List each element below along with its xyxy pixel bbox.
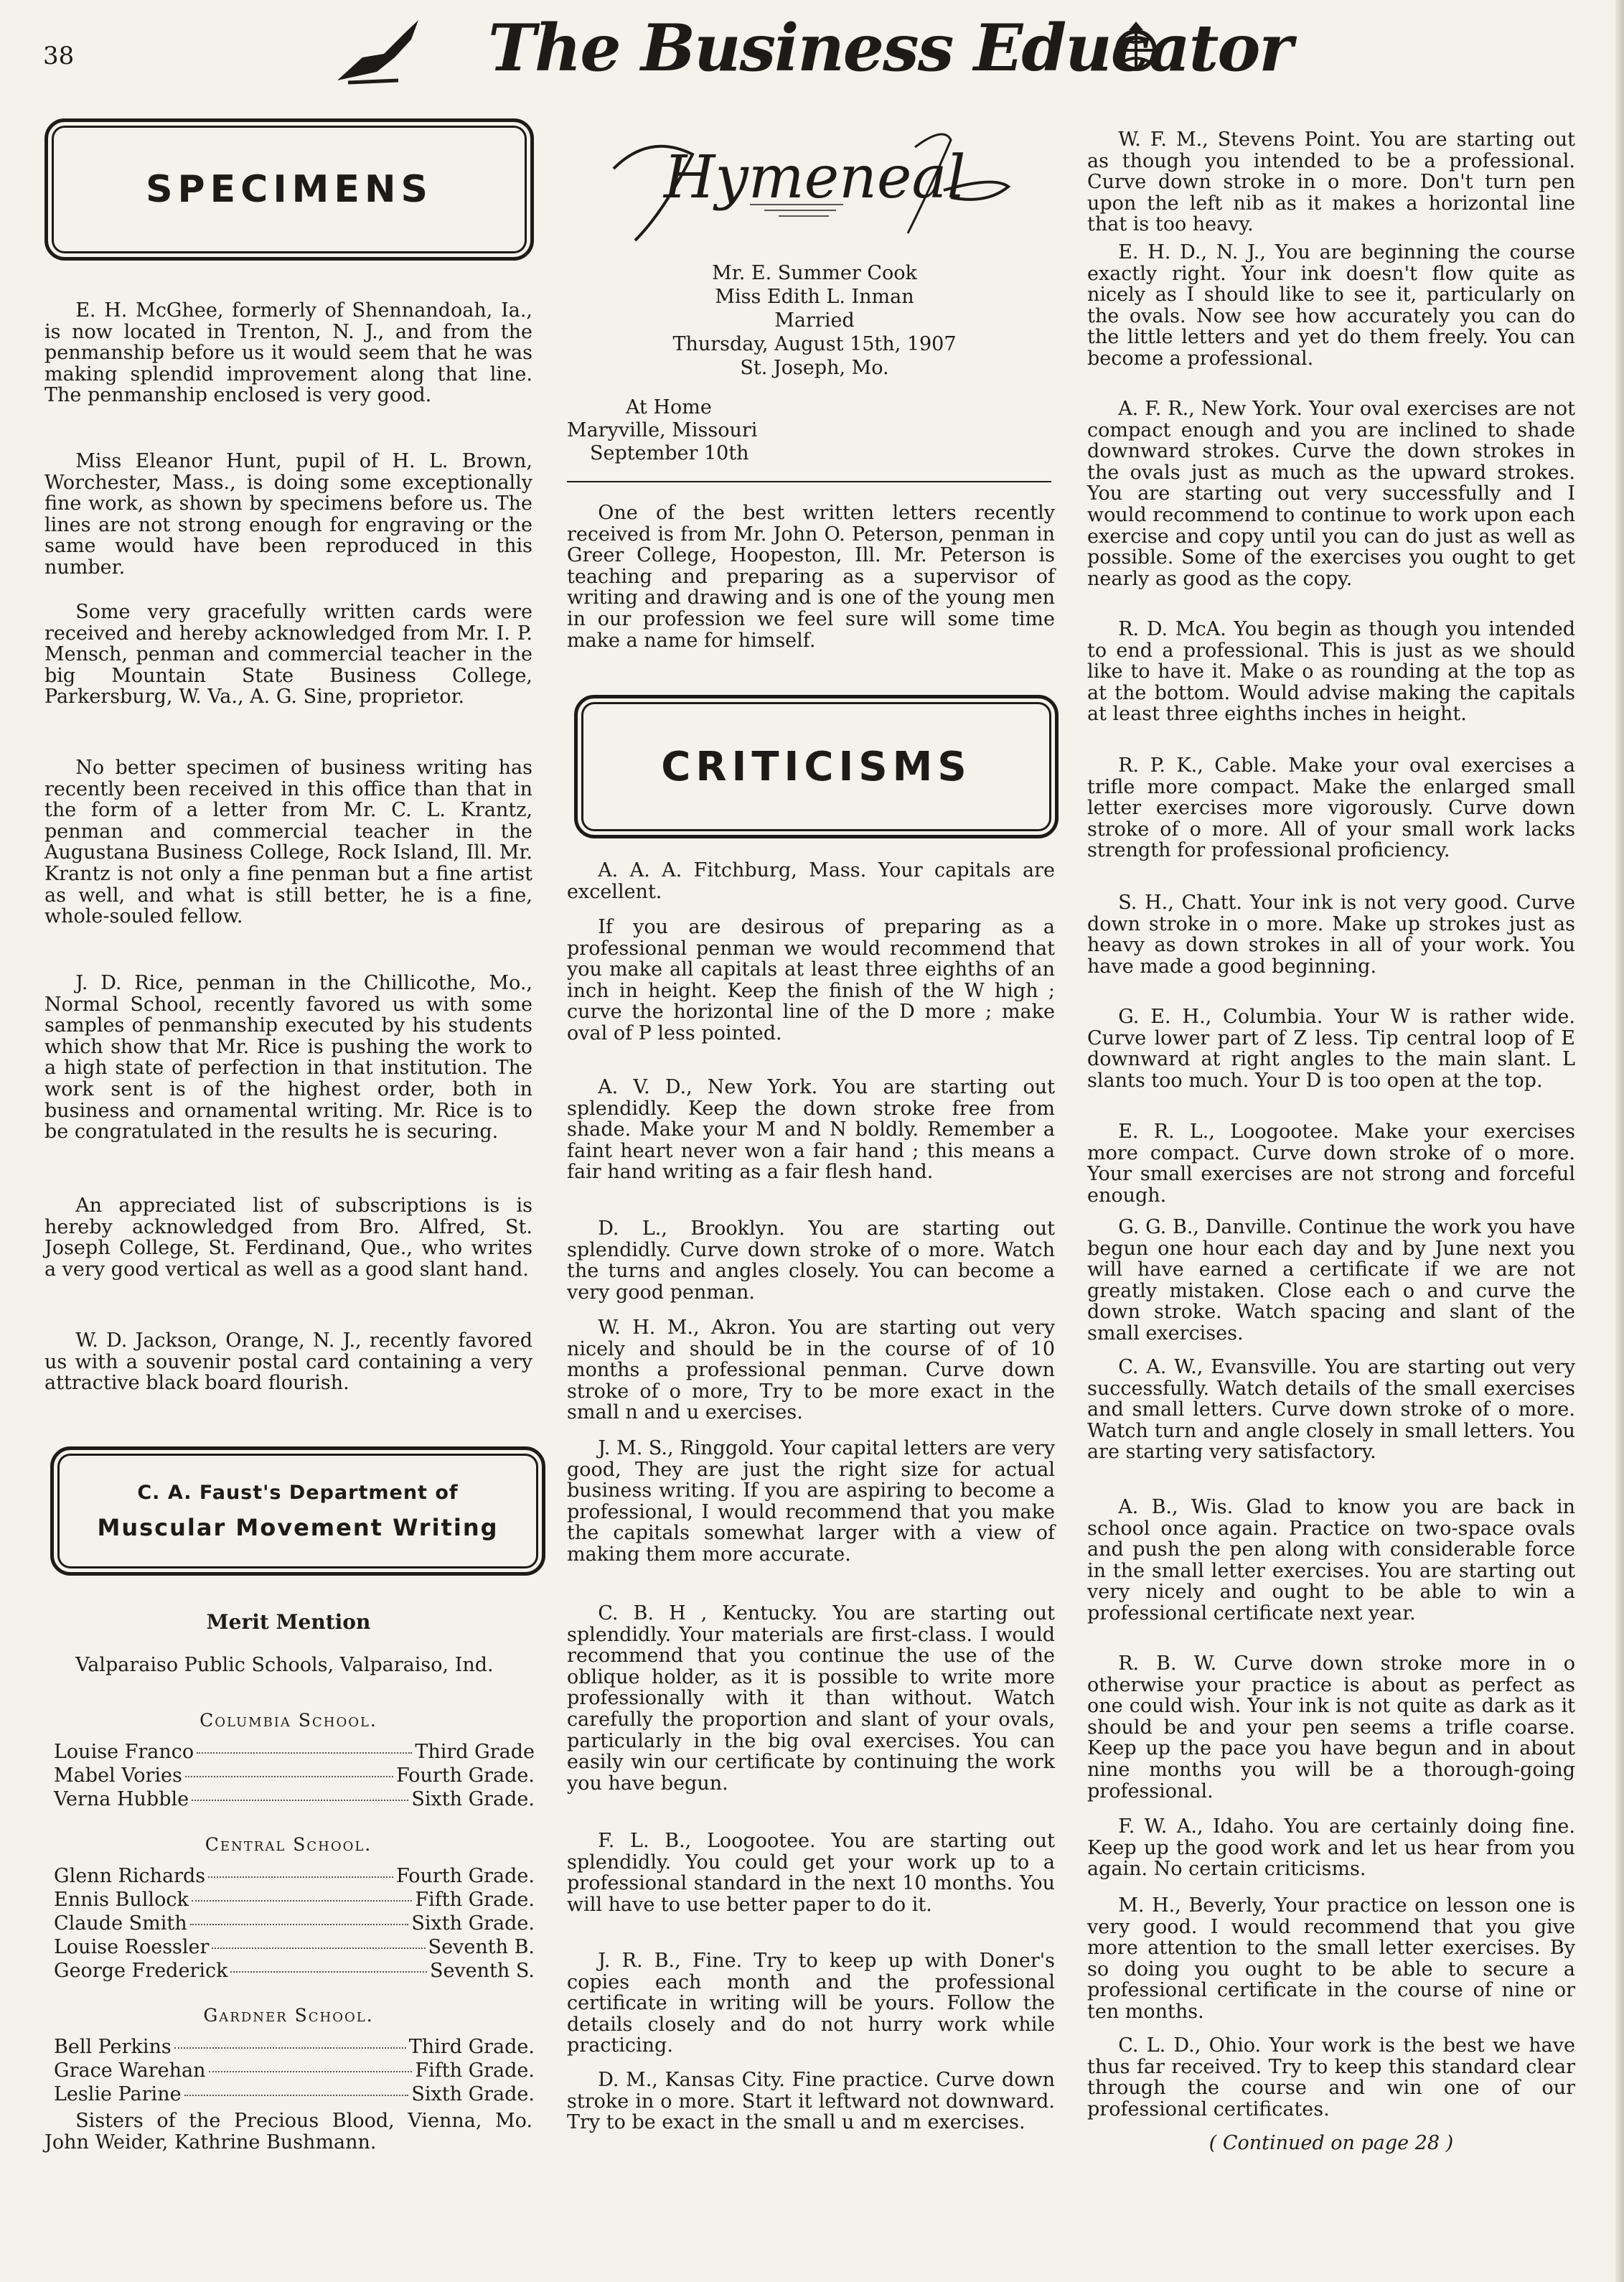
divider-rule: [567, 481, 1051, 482]
merit-row: Verna Hubble Sixth Grade.: [54, 1788, 535, 1810]
criticism-paragraph: R. B. W. Curve down stroke more in o otherwise your practice is about as perfect as one could wish. Your ink is not quite as dark as it should be and your pen seems a trifle coarse. Keep up the pace you have begun and in about nine months you will be a thorough-going professional.: [1087, 1652, 1575, 1802]
peterson-paragraph: One of the best written letters recently received is from Mr. John O. Peterson, penman in Greer College, Hoopeston, Ill. Mr. Peterson is teaching and preparing as a supervisor of writing and drawing and is one of the young men in our profession we feel sure will some time make a name for himself.: [567, 502, 1055, 652]
school-heading: Columbia School.: [200, 1710, 377, 1731]
merit-row: Mabel Vories Fourth Grade.: [54, 1764, 535, 1787]
wedding-line: Mr. E. Summer Cook: [712, 262, 917, 284]
wedding-line: Miss Edith L. Inman: [715, 286, 914, 308]
criticism-paragraph: E. H. D., N. J., You are beginning the course exactly right. Your ink doesn't flow quite as nicely as I should like to see it, particularly on the ovals. Now see how accurately you can do the little letters and yet do them freely. You can become a professional.: [1087, 241, 1575, 370]
criticism-paragraph: R. P. K., Cable. Make your oval exercises a trifle more compact. Make the enlarged small letter exercises more vigorously. Curve down stroke of o more. All of your small work lacks strength for professional proficiency.: [1087, 754, 1575, 862]
wedding-line: St. Joseph, Mo.: [740, 357, 889, 379]
criticism-paragraph: A. V. D., New York. You are starting out splendidly. Keep the down stroke free from shade. Make your M and N boldly. Remember a faint heart never won a fair hand ; this means a fair hand writing as a fair flesh hand.: [567, 1076, 1055, 1184]
school-heading: Gardner School.: [203, 2005, 374, 2026]
merit-mention-title: Merit Mention: [206, 1610, 371, 1634]
criticism-paragraph: W. F. M., Stevens Point. You are starting out as though you intended to be a professional. Curve down stroke in o more. Don't turn pen upon the left nib as it makes a horizontal line that is too heavy.: [1087, 128, 1575, 236]
specimens-box: [44, 118, 534, 261]
faust-department-box: [50, 1446, 545, 1576]
criticism-paragraph: C. L. D., Ohio. Your work is the best we have thus far received. Try to keep this standard clear through the course and win one of our professional certificates.: [1087, 2034, 1575, 2120]
criticism-paragraph: G. G. B., Danville. Continue the work you have begun one hour each day and by June next you will have earned a certificate if we are not greatly mistaken. Close each o and curve the down stroke. Watch spacing and slant of the small exercises.: [1087, 1216, 1575, 1345]
criticism-paragraph: R. D. McA. You begin as though you intended to end a professional. This is just as we should like to have it. Make o as rounding at the top as at the bottom. Would advise making the capitals at least three eighths inches in height.: [1087, 618, 1575, 726]
criticisms-box: [574, 695, 1059, 838]
criticism-paragraph: A. F. R., New York. Your oval exercises are not compact enough and you are inclined to shade downward strokes. Curve the down strokes in the ovals just as much as the upward strokes. You are starting out very successfully and I would recommend to continue to work upon each exercise and copy until you can do just as well as possible. Some of the exercises you ought to get nearly as good as the copy.: [1087, 398, 1575, 590]
merit-row: Ennis Bullock Fifth Grade.: [54, 1889, 535, 1911]
at-home-line: Maryville, Missouri: [567, 419, 758, 441]
criticism-paragraph: C. B. H , Kentucky. You are starting out splendidly. Your materials are first-class. I would recommend that you continue the use of the oblique holder, as it is possible to write more professionally with it than without. Watch carefully the proportion and slant of your ovals, particularly in the big oval exercises. You can easily win our certificate by continuing the work you have begun.: [567, 1602, 1055, 1795]
criticism-paragraph: W. H. M., Akron. You are starting out very nicely and should be in the course of of 10 months a professional penman. Curve down stroke of o more, Try to be more exact in the small n and u exercises.: [567, 1317, 1055, 1424]
criticism-paragraph: J. M. S., Ringgold. Your capital letters are very good, They are just the right size for actual business writing. If you are aspiring to become a professional, I would recommend that you make the capitals somewhat larger with a view of making them more accurate.: [567, 1437, 1055, 1566]
merit-row: Leslie Parine Sixth Grade.: [54, 2083, 535, 2105]
criticism-paragraph: D. L., Brooklyn. You are starting out splendidly. Curve down stroke of o more. Watch the turns and angles closely. You can become a very good penman.: [567, 1217, 1055, 1304]
specimen-paragraph: E. H. McGhee, formerly of Shennandoah, Ia., is now located in Trenton, N. J., and from the penmanship before us it would seem that he was making splendid improvement along that line. The penmanship enclosed is very good.: [44, 299, 532, 407]
wedding-line: Married: [774, 309, 855, 332]
masthead-title: The Business Educator: [488, 10, 1292, 86]
criticism-paragraph: If you are desirous of preparing as a professional penman we would recommend that you make all capitals at least three eighths of an inch in height. Keep the finish of the W high ; curve the horizontal line of the D more ; make oval of P less pointed.: [567, 916, 1055, 1044]
specimen-paragraph: J. D. Rice, penman in the Chillicothe, Mo., Normal School, recently favored us with some samples of penmanship executed by his students which show that Mr. Rice is pushing the work to a high state of perfection in that institution. The work sent is of the highest order, both in business and ornamental writing. Mr. Rice is to be congratulated in the results he is securing.: [44, 972, 532, 1144]
criticism-paragraph: E. R. L., Loogootee. Make your exercises more compact. Curve down stroke of o more. Your small exercises are not strong and forceful enough.: [1087, 1121, 1575, 1207]
specimen-paragraph: Miss Eleanor Hunt, pupil of H. L. Brown, Worchester, Mass., is doing some exceptionally fine work, as shown by specimens before us. The lines are not strong enough for engraving or the same would have been reproduced in this number.: [44, 450, 532, 579]
at-home-line: At Home: [626, 396, 712, 418]
criticism-paragraph: A. B., Wis. Glad to know you are back in school once again. Practice on two-space ovals and push the pen along with considerable force in the small letter exercises. You are starting out very nicely and ought to be able to win a professional certificate next year.: [1087, 1496, 1575, 1624]
criticism-paragraph: G. E. H., Columbia. Your W is rather wide. Curve lower part of Z less. Tip central loop of E downward at right angles to the main slant. L slants too much. Your D is too open at the top.: [1087, 1006, 1575, 1092]
merit-row: Louise Franco Third Grade: [54, 1741, 535, 1763]
criticism-paragraph: D. M., Kansas City. Fine practice. Curve down stroke in o more. Start it leftward not downward. Try to be exact in the small u and m exercises.: [567, 2069, 1055, 2134]
hymeneal-flourish: [606, 126, 1030, 248]
criticism-paragraph: A. A. A. Fitchburg, Mass. Your capitals are excellent.: [567, 859, 1055, 903]
merit-row: Claude Smith Sixth Grade.: [54, 1912, 535, 1935]
faust-line-2: Muscular Movement Writing: [97, 1513, 499, 1541]
continued-note: ( Continued on page 28 ): [1208, 2132, 1454, 2154]
criticism-paragraph: M. H., Beverly, Your practice on lesson one is very good. I would recommend that you give more attention to the small letter exercises. By so doing you ought to be able to secure a professional certificate in the course of nine or ten months.: [1087, 1894, 1575, 2023]
merit-row: Grace Warehan Fifth Grade.: [54, 2059, 535, 2082]
page-edge: [1615, 0, 1624, 2282]
merit-row: George Frederick Seventh S.: [54, 1960, 535, 1982]
specimen-paragraph: An appreciated list of subscriptions is is hereby acknowledged from Bro. Alfred, St. Joseph College, St. Ferdinand, Que., who writes a very good vertical as well as a good slant hand.: [44, 1194, 532, 1281]
merit-intro: Valparaiso Public Schools, Valparaiso, Ind.: [75, 1654, 494, 1676]
criticism-paragraph: S. H., Chatt. Your ink is not very good. Curve down stroke in o more. Make up strokes just as heavy as down strokes in all of your work. You have made a good beginning.: [1087, 892, 1575, 978]
specimen-paragraph: No better specimen of business writing has recently been received in this office than that in the form of a letter from Mr. C. L. Krantz, penman and commercial teacher in the Augustana Business College, Rock Island, Ill. Mr. Krantz is not only a fine penman but a fine artist as well, and what is still better, he is a fine, whole-souled fellow.: [44, 757, 532, 928]
criticism-paragraph: J. R. B., Fine. Try to keep up with Doner's copies each month and the professional certificate in writing will be yours. Follow the details closely and do not hurry work while practicing.: [567, 1950, 1055, 2057]
specimen-paragraph: Some very gracefully written cards were received and hereby acknowledged from Mr. I. P. Mensch, penman and commercial teacher in the big Mountain State Business College, Parkersburg, W. Va., A. G. Sine, proprietor.: [44, 601, 532, 709]
merit-row: Bell Perkins Third Grade.: [54, 2036, 535, 2058]
specimen-paragraph: W. D. Jackson, Orange, N. J., recently favored us with a souvenir postal card containing a very attractive black board flourish.: [44, 1329, 532, 1395]
merit-row: Glenn Richards Fourth Grade.: [54, 1865, 535, 1887]
criticism-paragraph: F. L. B., Loogootee. You are starting out splendidly. You could get your work up to a professional standard in the next 10 months. You will have to use better paper to do it.: [567, 1830, 1055, 1916]
criticism-paragraph: C. A. W., Evansville. You are starting out very successfully. Watch details of the small exercises and small letters. Curve down stroke of o more. Watch turn and angle closely in small letters. You are starting very satisfactory.: [1087, 1356, 1575, 1464]
sisters-paragraph: Sisters of the Precious Blood, Vienna, Mo. John Weider, Kathrine Bushmann.: [44, 2110, 532, 2154]
quill-icon: [337, 20, 418, 83]
criticism-paragraph: F. W. A., Idaho. You are certainly doing fine. Keep up the good work and let us hear from you again. No certain criticisms.: [1087, 1815, 1575, 1881]
masthead: [334, 9, 1292, 88]
wedding-line: Thursday, August 15th, 1907: [672, 333, 957, 355]
specimens-title: SPECIMENS: [146, 168, 433, 211]
at-home-line: September 10th: [590, 442, 749, 464]
merit-row: Louise Roessler Seventh B.: [54, 1936, 535, 1958]
page-number: 38: [43, 42, 75, 70]
faust-line-1: C. A. Faust's Department of: [137, 1481, 459, 1504]
hymeneal-title: Hymeneal: [664, 144, 966, 212]
school-heading: Central School.: [205, 1834, 372, 1855]
criticisms-title: CRITICISMS: [661, 743, 972, 790]
